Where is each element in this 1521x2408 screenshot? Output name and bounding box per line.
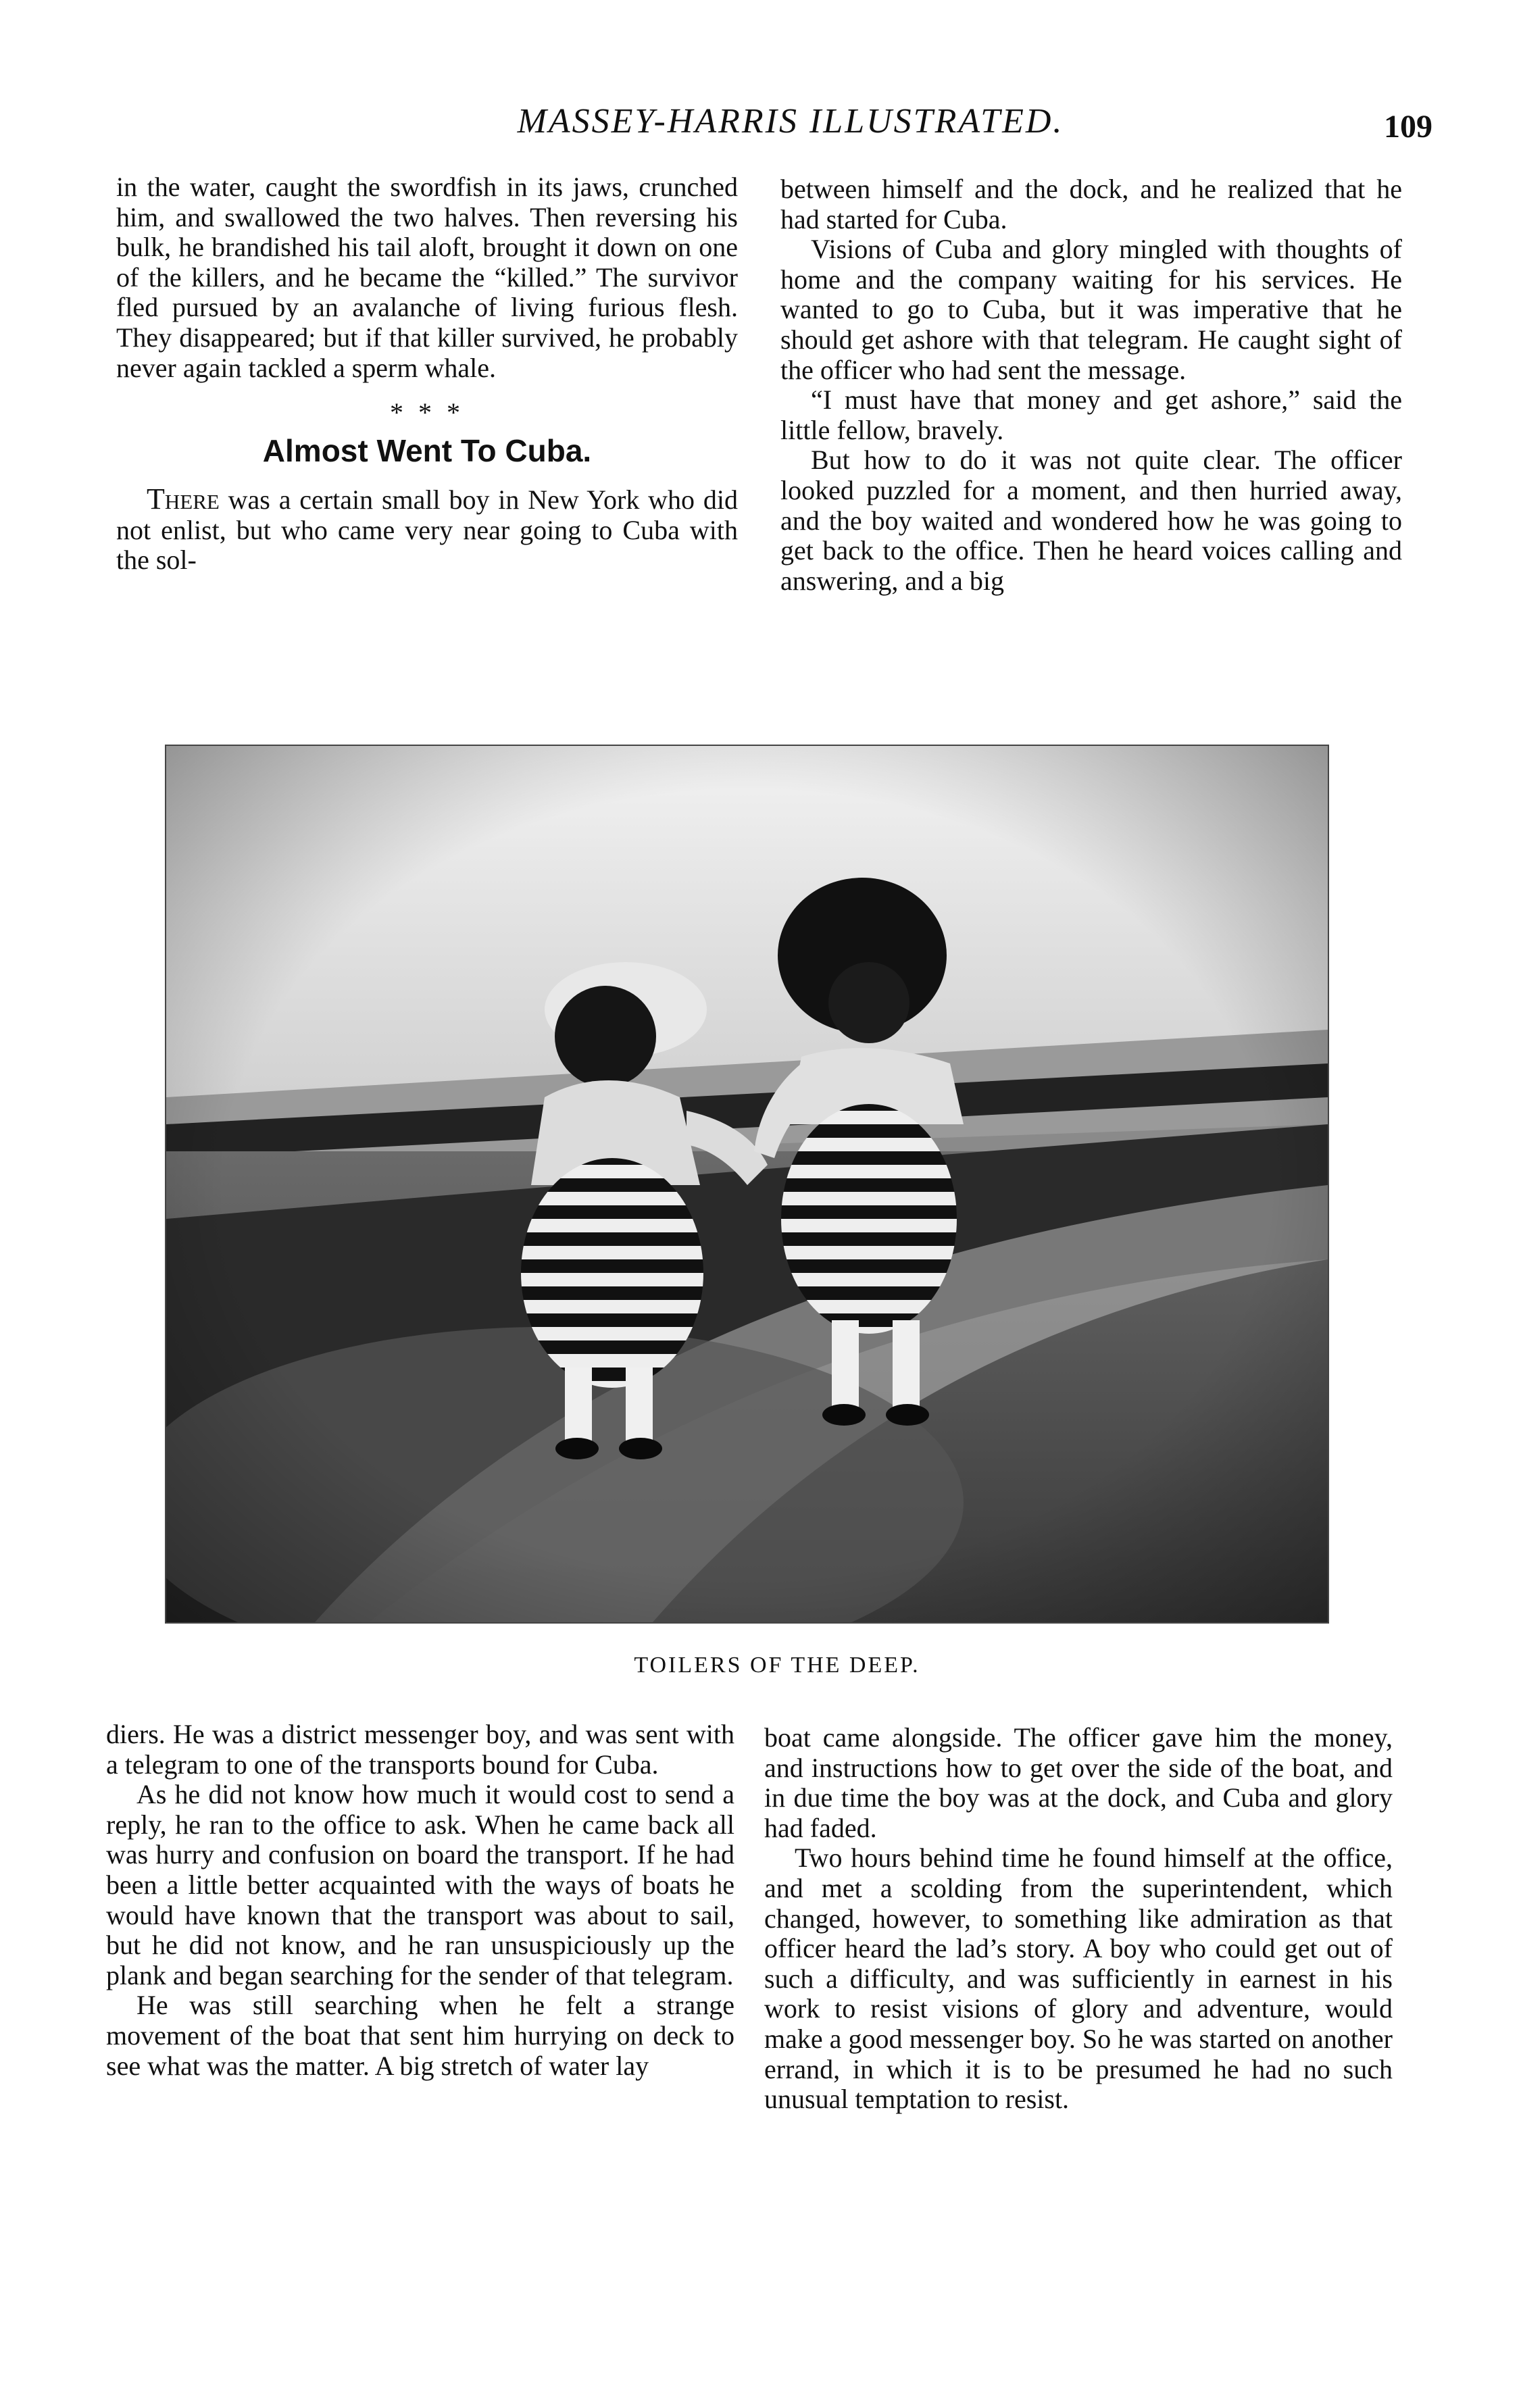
opening-text: was a certain small boy in New York who did not enlist, but who came very near going to Cuba with the sol-	[116, 484, 738, 576]
paragraph: diers. He was a district messenger boy, and was sent with a telegram to one of the transports bound for Cuba.	[106, 1719, 734, 1780]
bottom-left-column	[106, 1720, 734, 2081]
paragraph: He was still searching when he felt a strange movement of the boat that sent him hurrying on deck to see what was the matter. A big stretch of water lay	[106, 1990, 734, 2081]
opening-word: There	[147, 482, 220, 516]
paragraph: “I must have that money and get ashore,” said the little fellow, bravely.	[780, 384, 1402, 445]
paragraph: between himself and the dock, and he realized that he had started for Cuba.	[780, 174, 1402, 234]
page-number: 109	[1384, 109, 1432, 145]
bottom-right-column	[764, 1723, 1393, 2115]
paragraph: Two hours behind time he found himself at the office, and met a scolding from the superintendent, which changed, however, to something like admiration as that officer heard the lad’s story. A boy who could get out of such a difficulty, and was sufficiently in earnest in his work to resist visions of glory and adventure, would make a good messenger boy. So he was started on another errand, in which it is to be presumed he had no such unusual temptation to resist.	[764, 1842, 1393, 2115]
running-title: MASSEY-HARRIS ILLUSTRATED.	[517, 102, 1064, 141]
photo-caption: TOILERS OF THE DEEP.	[634, 1653, 920, 1678]
paragraph: As he did not know how much it would cost to send a reply, he ran to the office to ask. When he came back all was hurry and confusion on board the transport. If he had been a little better acquainted with the ways of boats he would have known that the transport was about to sail, but he did not know, and he ran unsuspiciously up the plank and began searching for the sender of that telegram.	[106, 1779, 734, 1990]
paragraph: But how to do it was not quite clear. The officer looked puzzled for a moment, and then hurried away, and the boy waited and wondered how he was going to get back to the office. Then he heard voices calling and answering, and a big	[780, 445, 1402, 596]
top-right-column	[780, 174, 1402, 596]
photograph-two-children	[165, 745, 1329, 1624]
section-separator: * * *	[390, 397, 464, 428]
paragraph: Visions of Cuba and glory mingled with thoughts of home and the company waiting for his services. He wanted to go to Cuba, but it was imperative that he should get ashore with that telegram. He caught sight of the officer who had sent the message.	[780, 234, 1402, 385]
top-left-column	[116, 172, 738, 576]
paragraph: boat came alongside. The officer gave him the money, and instructions how to get over the side of the boat, and in due time the boy was at the dock, and Cuba and glory had faded.	[764, 1722, 1393, 1843]
article-heading: Almost Went To Cuba.	[262, 433, 592, 469]
article-opening-paragraph	[116, 484, 738, 576]
whale-story-ending: in the water, caught the swordfish in its jaws, crunched him, and swallowed the two halves. Then reversing his bulk, he brandished his tail aloft, brought it down on one of the killers, and he became the “killed.” The survivor fled pursued by an avalanche of living furious flesh. They disappeared; but if that killer survived, he probably never again tackled a sperm whale.	[116, 172, 738, 383]
